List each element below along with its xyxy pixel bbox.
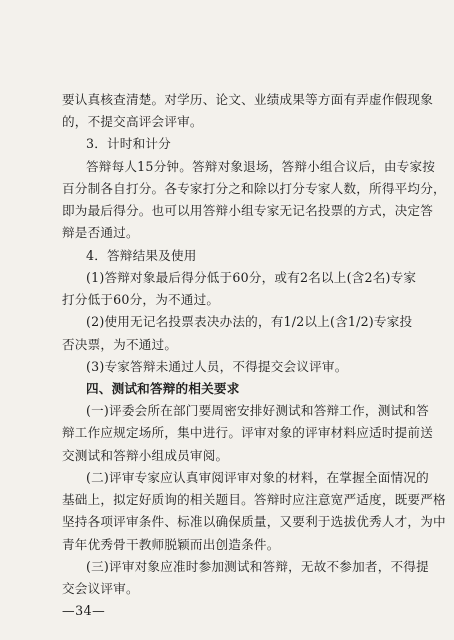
paragraph-line: (一)评委会所在部门要周密安排好测试和答辩工作，测试和答 <box>86 403 429 419</box>
paragraph-line: 交会议评审。 <box>62 581 139 596</box>
paragraph-line: (2)使用无记名投票表决办法的，有1/2以上(含1/2)专家投 <box>86 314 413 330</box>
paragraph-line: 否决票，为不通过。 <box>62 336 178 352</box>
paragraph-line: 青年优秀骨干教师脱颖而出创造条件。 <box>62 536 280 552</box>
paragraph-line: (3)专家答辩未通过人员，不得提交会议评审。 <box>86 358 348 374</box>
paragraph-line: 交测试和答辩小组成员审阅。 <box>62 447 229 463</box>
chapter-heading: 四、测试和答辩的相关要求 <box>86 380 240 396</box>
paragraph-line: 辩是否通过。 <box>62 225 139 241</box>
paragraph-line: 基础上，拟定好质询的相关题目。答辩时应注意宽严适度，既要严格 <box>62 492 446 508</box>
paragraph-line: 打分低于60分，为不通过。 <box>62 292 220 308</box>
paragraph-line: 即为最后得分。也可以用答辩小组专家无记名投票的方式，决定答 <box>62 203 434 219</box>
paragraph-line: (二)评审专家应认真审阅评审对象的材料，在掌握全面情况的 <box>86 469 429 485</box>
paragraph-line: 要认真核查清楚。对学历、论文、业绩成果等方面有弄虚作假现象 <box>62 92 434 107</box>
paragraph-line: 的，不提交高评会评审。 <box>62 114 203 130</box>
paragraph-line: 坚持各项评审条件、标准以确保质量，又要利于选拔优秀人才，为中 <box>62 514 446 530</box>
section-heading: 3．计时和计分 <box>86 136 171 152</box>
paragraph-line: (三)评审对象应准时参加测试和答辩，无故不参加者，不得提 <box>86 558 429 574</box>
section-heading: 4．答辩结果及使用 <box>86 247 197 263</box>
paragraph-line: 辩工作应规定场所，集中进行。评审对象的评审材料应适时提前送 <box>62 425 434 441</box>
paragraph-line: 百分制各自打分。各专家打分之和除以打分专家人数，所得平均分， <box>62 180 446 196</box>
page-number: —34— <box>62 603 106 618</box>
paragraph-line: 答辩每人15分钟。答辩对象退场，答辩小组合议后，由专家按 <box>86 158 436 174</box>
paragraph-line: (1)答辩对象最后得分低于60分，或有2名以上(含2名)专家 <box>86 269 417 285</box>
